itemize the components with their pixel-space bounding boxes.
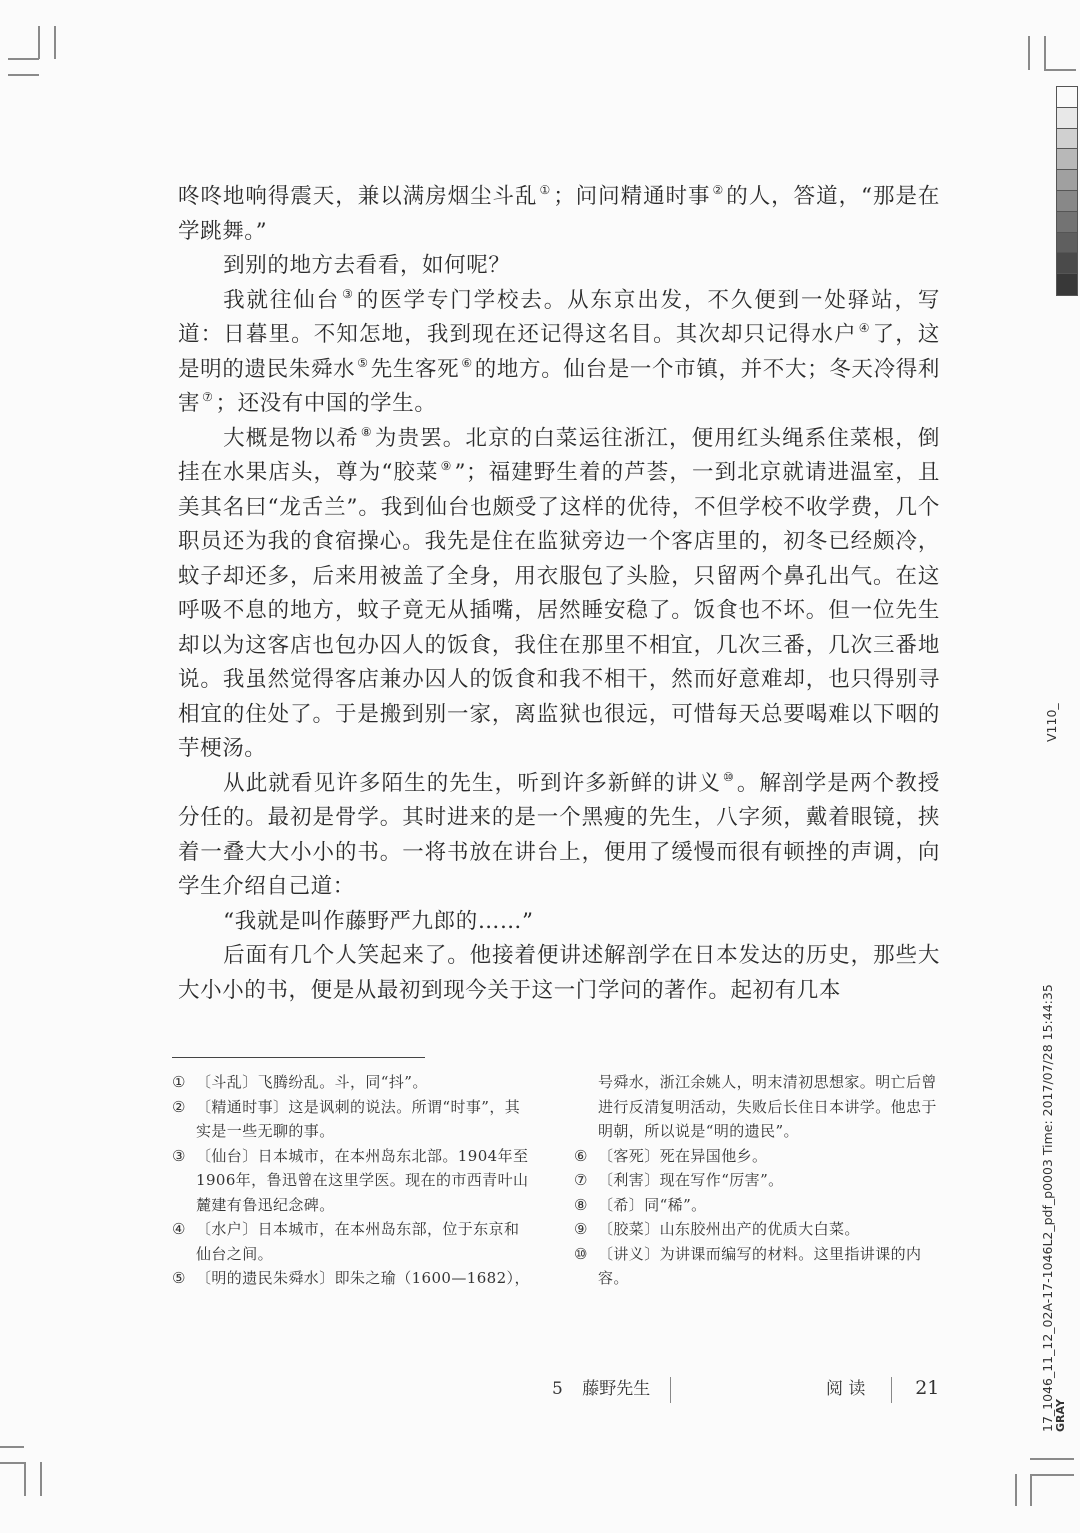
text-segment: 到别的地方去看看，如何呢？ xyxy=(223,253,511,278)
text-segment: 为贵罢。北京的白菜运往浙江，便用红头绳系住菜根，倒挂在水果店头，尊为“胶菜 xyxy=(178,425,940,485)
text-segment: 的人，答道，“那是在学跳舞。” xyxy=(178,184,941,244)
text-segment: 了，这是明的遗民朱舜水 xyxy=(178,322,940,382)
footnote-ref[interactable]: ⑥ xyxy=(461,355,473,370)
footnote-ref[interactable]: ⑨ xyxy=(440,459,453,473)
footnote-text: 〔客死〕死在异国他乡。 xyxy=(598,1146,768,1165)
body-text xyxy=(178,180,940,1008)
footnote-number: ① xyxy=(172,1073,186,1091)
text-segment: 的医学专门学校去。从东京出发，不久便到一处驿站，写道：日暮里。不知怎地，我到现在还记得这名目。其次却只记得水户 xyxy=(178,287,940,347)
footnote-text: 〔斗乱〕飞腾纷乱。斗，同“抖”。 xyxy=(196,1073,428,1091)
footnote-number: ⑦ xyxy=(574,1171,588,1189)
footnote-number: ⑧ xyxy=(574,1195,588,1214)
text-segment: 的地方。仙台是一个市镇，并不大；冬天冷得利害 xyxy=(178,356,941,416)
footnote-item xyxy=(172,1217,532,1266)
footer-lesson xyxy=(552,1374,671,1403)
lesson-title: 藤野先生 xyxy=(582,1379,651,1399)
footnote-ref[interactable]: ③ xyxy=(342,286,355,301)
text-segment: ；问问精通时事 xyxy=(553,184,711,209)
gray-label: GRAY xyxy=(1054,1399,1067,1432)
footnote-number: ④ xyxy=(172,1220,186,1238)
text-segment: ”；福建野生着的芦荟，一到北京就请进温室，且美其名曰“龙舌兰”。我到仙台也颇受了这样的优待，不但学校不收学费，几个职员还为我的食宿操心。我先是住在监狱旁边一个客店里的，初冬已经颇冷，蚊子却还多，后来用被盖了全身，用衣服包了头脸，只留两个鼻孔出气。在这呼吸不息的地方，蚊子竟无从插嘴，居然睡安稳了。饭食也不坏。但一位先生却以为这客店也包办囚人的饭食，我住在那里不相宜，几次三番，几次三番地说。我虽然觉得客店兼办囚人的饭食和我不相干，然而好意难却，也只得别寻相宜的住处了。于是搬到别一家，离监狱也很远，可惜每天总要喝难以下咽的芋梗汤。 xyxy=(178,460,941,761)
text-segment: 先生客死 xyxy=(370,356,460,382)
footnote-number: ② xyxy=(172,1097,186,1116)
footnote-ref[interactable]: ⑩ xyxy=(722,769,735,784)
crop-mark xyxy=(38,26,40,59)
footer-separator xyxy=(891,1377,892,1403)
crop-mark xyxy=(1044,36,1046,70)
footnote-text: 〔胶菜〕山东胶州出产的优质大白菜。 xyxy=(598,1220,860,1238)
section-name: 阅 读 xyxy=(826,1379,866,1399)
footnote-text: 〔明的遗民朱舜水〕即朱之瑜（1600—1682）， xyxy=(196,1269,530,1287)
page-number: 21 xyxy=(915,1377,940,1399)
paragraph xyxy=(178,249,940,284)
footnote-item xyxy=(574,1217,938,1242)
crop-mark xyxy=(1030,1458,1074,1460)
footnote-item xyxy=(574,1242,938,1291)
paragraph xyxy=(178,180,940,249)
footnote-ref[interactable]: ① xyxy=(539,183,552,197)
footnote-ref[interactable]: ⑤ xyxy=(357,355,369,370)
footnote-text: 〔利害〕现在写作“厉害”。 xyxy=(598,1171,784,1189)
text-segment: 大概是物以希 xyxy=(223,425,359,451)
paragraph xyxy=(178,284,940,422)
text-segment: 后面有几个人笑起来了。他接着便讲述解剖学在日本发达的历史，那些大大小小的书，便是从最初到现今关于这一门学问的著作。起初有几本 xyxy=(178,943,940,1003)
footer-separator xyxy=(670,1377,671,1403)
footnote-text: 〔水户〕日本城市，在本州岛东部，位于东京和仙台之间。 xyxy=(196,1220,520,1263)
paragraph xyxy=(178,905,940,940)
crop-mark xyxy=(1030,1474,1074,1476)
lesson-number: 5 xyxy=(552,1379,563,1399)
footnote-item xyxy=(574,1193,938,1218)
footnote-ref[interactable]: ⑧ xyxy=(360,424,373,439)
footnotes-right-column xyxy=(574,1070,938,1291)
footnote-item xyxy=(172,1095,532,1144)
footer-section xyxy=(826,1374,939,1403)
footnote-text: 〔精通时事〕这是讽刺的说法。所谓“时事”，其实是一些无聊的事。 xyxy=(196,1097,521,1140)
text-segment: 。解剖学是两个教授分任的。最初是骨学。其时进来的是一个黑瘦的先生，八字须，戴着眼镜，挟着一叠大大小小的书。一将书放在讲台上，便用了缓慢而很有顿挫的声调，向学生介绍自己道： xyxy=(178,770,941,899)
crop-mark xyxy=(8,74,39,76)
footnote-ref[interactable]: ⑦ xyxy=(202,390,214,404)
crop-mark xyxy=(0,1446,24,1448)
footnote-ref[interactable]: ④ xyxy=(858,321,871,335)
paragraph xyxy=(178,422,940,767)
print-info: 17_1046_11_12_02A-17-1046L2_pdf_p0003 Time: 2017/07/28 15:44:35 xyxy=(1040,984,1055,1432)
footnotes-left-column xyxy=(172,1070,532,1291)
footnote-item xyxy=(172,1070,532,1095)
crop-mark xyxy=(24,1462,26,1496)
paragraph xyxy=(178,767,940,905)
footnote-text: 〔仙台〕日本城市，在本州岛东北部。1904年至1906年，鲁迅曾在这里学医。现在的市西青叶山麓建有鲁迅纪念碑。 xyxy=(196,1146,529,1214)
footnote-ref[interactable]: ② xyxy=(712,183,725,197)
crop-mark xyxy=(1044,69,1076,71)
footnote-number: ⑥ xyxy=(574,1146,588,1165)
footnote-item xyxy=(172,1266,532,1291)
footnote-item xyxy=(574,1168,938,1193)
footnote-item xyxy=(574,1144,938,1169)
text-segment: “我就是叫作藤野严九郎的……” xyxy=(223,908,534,934)
footnote-number: ⑨ xyxy=(574,1220,588,1238)
gray-scale-bar xyxy=(1056,86,1078,296)
footnote-continuation: 号舜水，浙江余姚人，明末清初思想家。明亡后曾进行反清复明活动，失败后长住日本讲学。他忠于明朝，所以说是“明的遗民”。 xyxy=(598,1073,937,1140)
crop-mark xyxy=(8,58,39,60)
crop-mark xyxy=(40,1462,42,1496)
footnote-divider xyxy=(172,1057,425,1058)
footnote-text: 〔讲义〕为讲课而编写的材料。这里指讲课的内容。 xyxy=(598,1244,922,1287)
crop-mark xyxy=(54,26,56,59)
text-segment: 咚咚地响得震天，兼以满房烟尘斗乱 xyxy=(178,184,538,209)
crop-mark xyxy=(1028,36,1030,70)
text-segment: ；还没有中国的学生。 xyxy=(215,391,437,416)
footnote-number: ③ xyxy=(172,1146,186,1165)
version-mark: V110_ xyxy=(1044,703,1059,742)
footnote-number: ⑤ xyxy=(172,1269,186,1287)
crop-mark xyxy=(0,1462,24,1464)
footnote-item xyxy=(172,1144,532,1218)
crop-mark xyxy=(1015,1474,1017,1506)
text-segment: 我就往仙台 xyxy=(223,287,341,313)
crop-mark xyxy=(1030,1474,1032,1506)
footnote-text: 〔希〕同“稀”。 xyxy=(598,1195,707,1214)
paragraph xyxy=(178,939,940,1008)
footnote-number: ⑩ xyxy=(574,1244,588,1263)
text-segment: 从此就看见许多陌生的先生，听到许多新鲜的讲义 xyxy=(223,770,721,796)
